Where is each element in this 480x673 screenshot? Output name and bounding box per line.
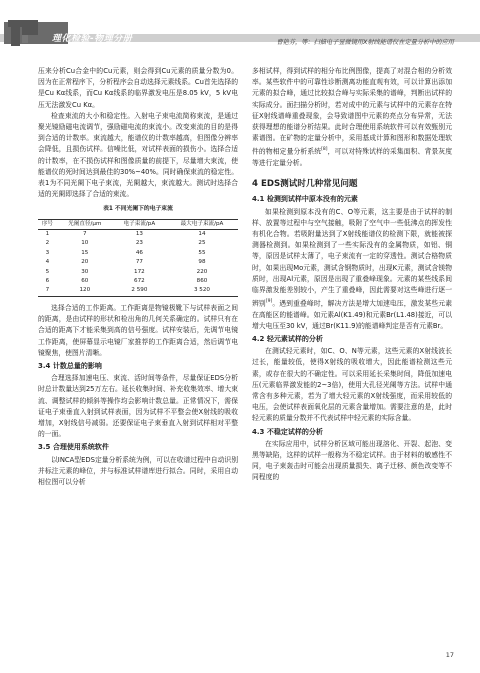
section-heading-4-3: 4.3 不稳定试样的分析 (252, 427, 323, 436)
table-cell: 7 (45, 287, 50, 294)
table-cell: 220 (196, 268, 208, 275)
running-title: 曹艳芬，等：扫描电子显微镜用X射线能谱仪在定量分析中的应用 (276, 39, 454, 46)
table-header: 电子束流/pA (123, 220, 156, 227)
section-heading-3-4: 3.4 计数总量的影响 (38, 361, 102, 370)
table-cell: 3 520 (193, 287, 210, 294)
table-cell: 672 (134, 278, 145, 285)
table-cell: 172 (134, 268, 145, 275)
citation: [8] (321, 147, 328, 153)
table-row (38, 286, 238, 296)
table-row (38, 258, 238, 267)
table-cell: 860 (196, 278, 208, 285)
table-cell: 2 590 (131, 287, 148, 294)
section-heading-3-5: 3.5 合理使用系统软件 (38, 443, 109, 452)
table-cell: 55 (198, 249, 206, 256)
table-row (38, 230, 238, 240)
table-cell: 98 (198, 259, 206, 266)
paragraph: 选择合适的工作距离。工作距离是物镜极靴下与试样表面之间的距离，是由试样的形状和检出角的几何关系确定的。试样只有在合适的距离下才能采集到高的信号强度。试样安装后，先调节电镜工作距离，使屏幕显示电镜厂家推荐的工作距离合适，然后调节电镜聚焦，使图片清晰。 (38, 303, 238, 357)
section-heading-4-1: 4.1 检测到试样中原本没有的元素 (252, 195, 358, 204)
table-header: 光阑直径/μm (68, 220, 102, 227)
table-row (38, 249, 238, 258)
table-row (38, 268, 238, 277)
paragraph: 压来分析Cu合金中的Cu元素，则会得到Cu元素的质量分数为0。因为在正常程序下，分析程序会自动选择元素线系。Cu首先选择的是Cu Kα线系，而Cu Kα线系的临界激发电压是8.05 kV，5 kV电压无法激发Cu Kα。 (38, 67, 238, 109)
citation: [9] (265, 299, 273, 305)
table-cell: 3 (45, 249, 50, 256)
table-cell: 13 (135, 231, 143, 238)
table-cell: 7 (83, 231, 87, 238)
table-cell: 5 (45, 268, 50, 275)
paragraph: 以INCA型EDS定量分析系统为例，可以在收谱过程中自动识别并标注元素的峰位，并与标准试样谱库进行拟合。同时，采用自动相位图可以分析 (38, 455, 238, 486)
table-cell: 120 (79, 287, 91, 294)
table-header: 最大电子束流/pA (180, 220, 224, 227)
section-heading-4-2: 4.2 轻元素试样的分析 (252, 335, 323, 343)
table-cell: 77 (135, 259, 143, 266)
table-cell: 4 (45, 259, 50, 266)
table-row (38, 239, 238, 248)
paragraph (252, 66, 452, 169)
paragraph-text: ，可以对特殊试样的采集面积、背景灰度等进行定量分析。 (252, 147, 453, 167)
table-cell: 60 (81, 278, 89, 285)
journal-name: 理化检验-物理分册 (52, 34, 133, 44)
table-cell: 23 (135, 240, 143, 247)
left-column (38, 66, 238, 488)
table-cell: 14 (198, 231, 206, 238)
paragraph: 在实际应用中，试样分析区域可能出现溶化、开裂、起泡、变黑等缺陷，这样的试样一般称为不稳定试样。由于材料的敏感性不同，电子束轰击时可能会出现质量损失、离子迁移、颜色改变等不同程度的 (252, 439, 452, 482)
paragraph-text: 。遇到重叠峰时，解决方法是增大加速电压，激发某些元素在高能区的能谱峰。如元素Al(K1.49)和元素Br(L1.48)接近，可以增大电压至30 kV，通过Br(K11.9)的能谱峰判定是否有元素Br。 (252, 299, 453, 330)
paragraph-text: 如果检测到原本没有的C、O等元素，这主要是由于试样的制样、放置等过程中与空气接触，吸附了空气中一些低沸点的挥发性有机化合物。若吸附量达到了X射线能谱仪的检测下限，就能被探测器检测到。如果检测到了一些实际没有的金属物质，如铝、铜等，原因是试样太薄了，电子束流有一定的穿透性。测试合格物质时，如果出现Mo元素，测试含钢物质时，出现K元素，测试含镁物质时，出现Al元素，原因是出现了重叠峰现象。元素的某些线系间临界激发能差别较小，产生了重叠峰，因此需要对这些峰进行逐一辨别 (252, 207, 452, 308)
table-cell: 10 (81, 240, 89, 247)
paragraph-text: 多相试样，得到试样的相分布比例图像，提高了对混合相的分析效率。某些软件中的可靠性诊断测离功能直观有效，可以计算出添加元素的拟合峰，通过比较拟合峰与实际采集的谱峰，判断出试样的实际成分。面扫描分析时，若对成中的元素与试样中的元素存在特征X射线谱峰重叠现象，会导致谱图中元素的亮点分布异常，无法获得理想的能谱分析结果。此时合理使用系统软件可以有效甄别元素谱图。在矿物的定量分析中，采用基成计算和图形和数据处理软件的物相定量分析系统 (252, 67, 452, 156)
page-number: 17 (445, 651, 454, 659)
journal-logo-icon (8, 16, 42, 46)
table-row (38, 277, 238, 286)
table-cell: 20 (81, 259, 89, 266)
table-cell: 25 (198, 240, 206, 247)
table-cell: 15 (81, 249, 89, 256)
table-cell: 6 (45, 278, 50, 285)
table-header: 序号 (41, 220, 54, 227)
table-cell: 1 (45, 231, 50, 238)
table-cell: 2 (45, 240, 50, 247)
table-cell: 46 (135, 249, 143, 256)
table-title: 表1 不同光阑下的电子束流 (103, 206, 173, 213)
paragraph (252, 207, 452, 333)
paragraph: 在测试轻元素时，如C、O、N等元素，这些元素的X射线波长过长，能量较低，使得X射线的吸收增大，因此能谱检测这些元素，或存在很大的不确定性。可以采用延长采集时间，降低加速电压(元素临界激发能的2~3倍)，使用大孔径光阑等方法。试样中通常含有多种元素，若为了增大轻元素的X射线强度，而采用较低的电压，会使试样表面氧化层的元素含量增加。需要注意的是，此时轻元素的质量分数并不代表试样中轻元素的实际含量。 (252, 347, 452, 423)
section-heading-4: 4 EDS测试时几种常见问题 (252, 179, 358, 190)
page-header (0, 0, 480, 50)
paragraph: 合理选择加速电压、束流、活时间等条件，尽量保证EDS分析时总计数量达到25万左右。延长收集时间、补充收集效率、增大束流、调整试样的倾斜等操作均会影响计数总量。正常情况下，需保证电子束垂直入射到试样表面，因为试样不平整会使X射线的吸收增加，X射线信号减弱。还要保证电子束垂直入射到试样相对平整的一面。 (38, 374, 238, 439)
right-column (252, 66, 452, 484)
paragraph: 检查束流的大小和稳定性。入射电子束电流简称束流，是通过聚光镜励磁电流调节，强励磁电流的束流小。改变束流的目的是得到合适的计数率。束流越大，能谱仪的计数率越高，但图像分辨率会降低，且损伤试样。信噪比低，对试样表面的损伤小。选择合适的计数率，在不损伤试样和图像质量的前提下，尽量增大束流，使能谱仪的死时间达到最佳的30%~40%。同时确保束流的稳定性。表1为不同光阑下电子束流，光阑越大，束流越大。测试时选择合适的光阑即选择了合适的束流。 (38, 111, 238, 199)
table-header-row (38, 219, 238, 229)
beam-current-table (38, 219, 238, 297)
table-cell: 30 (81, 268, 89, 275)
